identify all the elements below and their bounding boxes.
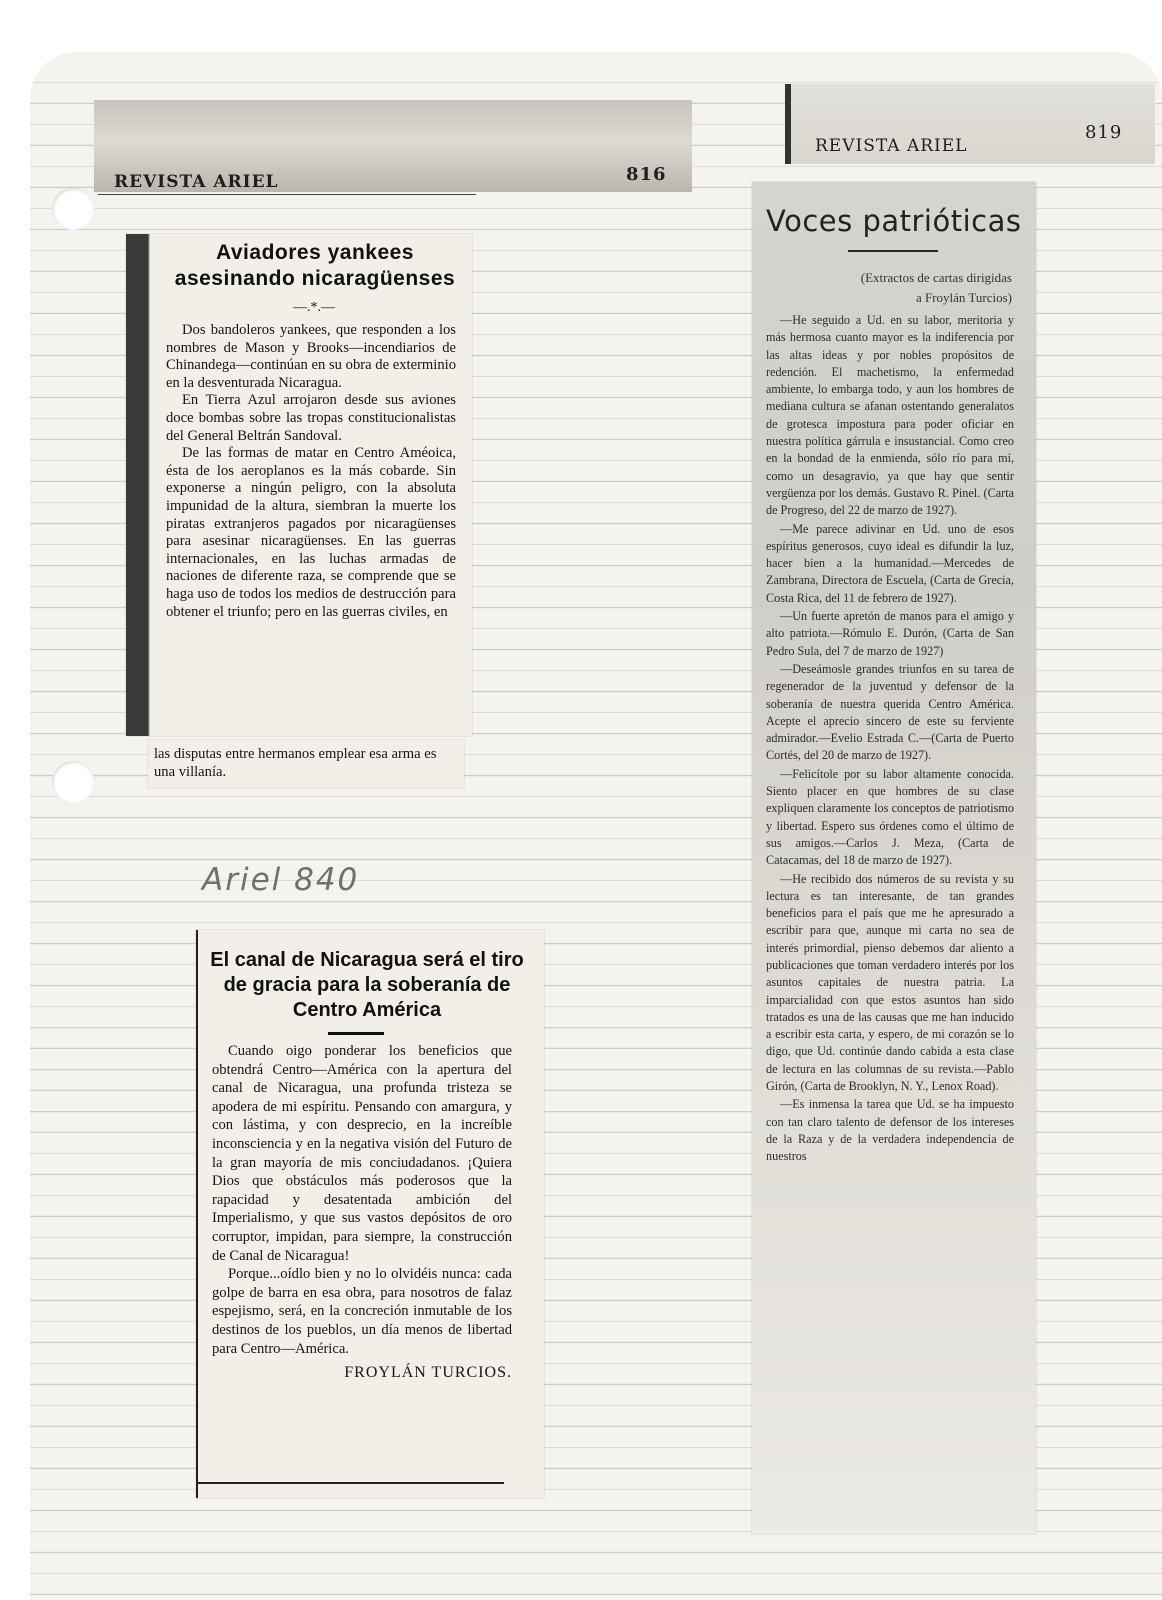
rule-line <box>98 194 476 195</box>
headline-rule <box>328 1032 384 1035</box>
handwritten-note: Ariel 840 <box>202 862 360 898</box>
headline-voces: Voces patrióticas <box>766 204 1022 238</box>
masthead-title: REVISTA ARIEL <box>114 172 279 192</box>
article-body-voces <box>766 312 1014 1167</box>
article-body-aviadores <box>166 322 456 621</box>
letter-excerpt: —Un fuerte apretón de manos para el amigo y alto patriota.—Rómulo E. Durón, (Carta de San Pedro Sula, del 7 de marzo de 1927) <box>766 609 1014 658</box>
letter-excerpt: —He recibido dos números de su revista y su lectura es tan interesante, de tan grandes beneficios para el país que me he apresurado a escribir para que, aunque mi carta no sea de interés primordial, pienso debemos dar aliento a publicaciones que toman verdadero interés por los asuntos capitales de nuestra patria. La imparcialidad con que estos asuntos han sido tratados es una de las causas que me han inducido a escribir esta carta, y espero, de mi corazón se lo digo, que Ud. continúe dando cabida a esta clase de lectura en las columnas de su revista.—Pablo Girón, (Carta de Brooklyn, N. Y., Lenox Road). <box>766 871 1014 1094</box>
subheadline <box>861 268 1012 308</box>
masthead-strip-right <box>785 84 1155 164</box>
clipping-voces <box>752 182 1036 1534</box>
headline-canal: El canal de Nicaragua será el tiro de gracia para la soberanía de Centro América <box>210 949 524 1021</box>
bottom-rule <box>198 1482 504 1484</box>
letter-excerpt: —Es inmensa la tarea que Ud. se ha impuesto con tan claro talento de defensor de los intereses de la Raza y de la verdadera independencia de nuestros <box>766 1097 1014 1164</box>
masthead-strip-left <box>94 100 692 192</box>
page-number: 816 <box>626 164 667 185</box>
binder-hole-top <box>52 188 94 230</box>
letter-excerpt: —He seguido a Ud. en su labor, meritoria y más hermosa cuanto mayor es la indiferencia por las altas ideas y por nobles propósitos de redención. El machetismo, la enfermedad ambiente, lo embarga todo, y aun los hombres de mediana cultura se afanan ostentando generalatos de grotesca impostura para poder oficiar en nuestra política gárrula e insustancial. Como creo en la bondad de la enmienda, sólo río para mí, como un desagravio, ya que hay que sentir vergüenza por los demás. Gustavo R. Pinel. (Carta de Progreso, del 22 de marzo de 1927). <box>766 313 1014 518</box>
letter-excerpt: —Deseámosle grandes triunfos en su tarea de regenerador de la juventud y defensor de la soberanía de nuestra querida Centro América. Acepte el aprecio sincero de este su ferviente admirador.—Evelio Estrada C.—(Carta de Puerto Cortés, del 20 de marzo de 1927). <box>766 661 1014 763</box>
page-number: 819 <box>1085 122 1123 143</box>
letter-excerpt: —Me parece adivinar en Ud. uno de esos espíritus generosos, cuyo ideal es difundir la luz, hacer bien a la humanidad.—Mercedes de Zambrana, Directora de Escuela, (Carta de Grecia, Costa Rica, del 11 de febrero de 1927). <box>766 521 1014 605</box>
paragraph: Cuando oigo ponderar los beneficios que obtendrá Centro—América con la apertura del canal de Nicaragua, una profunda tristeza se apodera de mi espíritu. Pensando con amargura, y con lástima, y con desprecio, en la increíble inconsciencia y en la negativa visión del Futuro de la gran mayoría de mis conciudadanos. ¡Quiera Dios que obstáculos más poderosos que la rapacidad y desatentada ambición del Imperialismo, y que sus vastos depósitos de oro corruptor, impidan, para siempre, la construcción de Canal de Nicaragua! <box>212 1043 512 1264</box>
paragraph: Dos bandoleros yankees, que responden a los nombres de Mason y Brooks—incendiarios de Chinandega—continúan en su obra de exterminio en la desventurada Nicaragua. <box>166 322 456 391</box>
strip-edge <box>785 84 791 164</box>
signature: FROYLÁN TURCIOS. <box>344 1364 512 1382</box>
paragraph: Porque...oídlo bien y no lo olvidéis nunca: cada golpe de barra en esa obra, para nosotros de falaz espejismo, será, en la concreción inmutable de los destinos de los pueblos, un día menos de libertad para Centro—América. <box>212 1266 512 1357</box>
binder-hole-middle <box>52 761 94 803</box>
clipping-aviadores-content <box>156 234 472 736</box>
headline-aviadores: Aviadores yankees asesinando nicaragüenses <box>174 241 456 290</box>
paragraph: De las formas de matar en Centro Améoica, ésta de los aeroplanos es la más cobarde. Sin exponerse a ningún peligro, con la absoluta impunidad de la altura, siembran la muerte los piratas extranjeros pagados por nicaragüenses para asesinar nicaragüenses. En las guerras internacionales, en las luchas armadas de naciones de diferente raza, se comprende que se haga uso de todos los medios de destrucción para obtener el triunfo; pero en las guerras civiles, en <box>166 445 456 620</box>
masthead-title: REVISTA ARIEL <box>815 136 968 156</box>
separator: —.*.— <box>293 300 335 315</box>
headline-rule <box>848 250 938 252</box>
article-body-canal <box>212 1042 512 1383</box>
paragraph: En Tierra Azul arrojaron desde sus aviones doce bombas sobre las tropas constitucionalistas del General Beltrán Sandoval. <box>166 392 456 444</box>
continuation-text: las disputas entre hermanos emplear esa arma es una villanía. <box>154 746 437 780</box>
clipping-aviadores-continuation <box>148 740 464 788</box>
subheadline-line: a Froylán Turcios) <box>915 290 1012 305</box>
clipping-canal <box>196 930 544 1498</box>
clipping-aviadores <box>126 234 472 736</box>
letter-excerpt: —Felicítole por su labor altamente conocida. Siento placer en que hombres de su clase expliquen claramente los conceptos de patriotismo y libertad. Espero sus órdenes como el último de sus amigos.—Carlos J. Meza, (Carta de Catacamas, del 18 de marzo de 1927). <box>766 766 1014 868</box>
subheadline-line: (Extractos de cartas dirigidas <box>860 270 1012 285</box>
